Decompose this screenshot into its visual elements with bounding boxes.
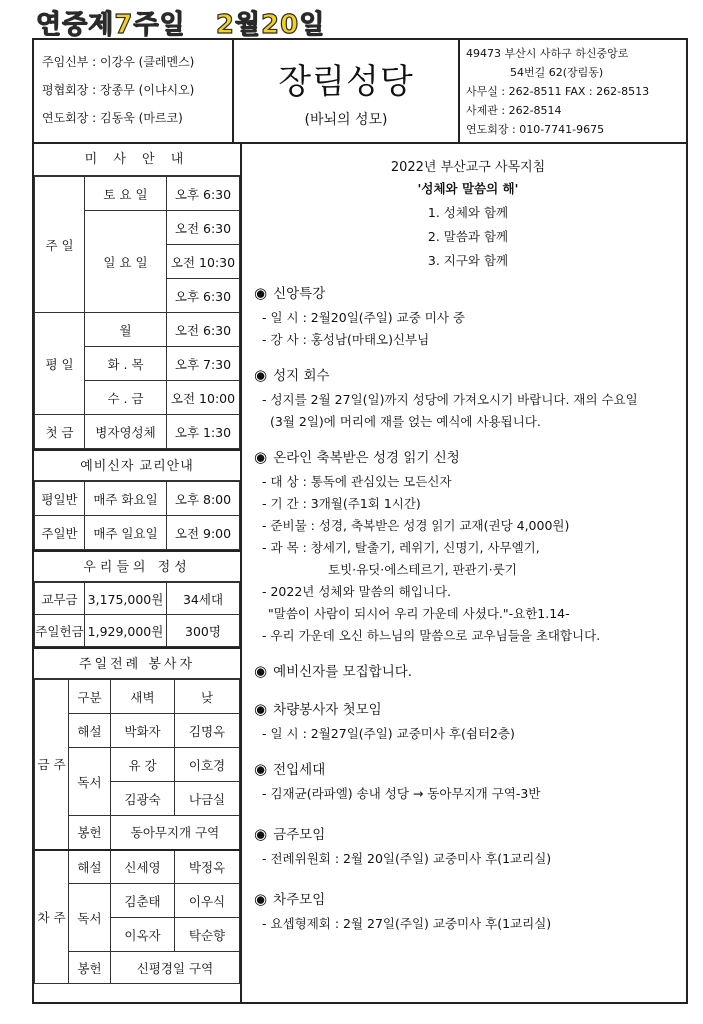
offering-table (34, 582, 240, 647)
pastoral-item: 3. 지구와 함께 (427, 253, 509, 268)
role-label: 독서 (69, 884, 111, 952)
notice-title-text: 신앙특강 (273, 286, 326, 302)
servers-head: 낮 (175, 680, 240, 714)
server-name: 이호경 (175, 748, 240, 782)
notice-title-text: 차주모임 (273, 892, 326, 908)
sunday-time: 오후 6:30 (167, 279, 240, 313)
bullet-icon: ◉ (254, 700, 268, 718)
weekday-time: 오전 10:00 (167, 381, 240, 415)
offertory-group: 신평경일 구역 (111, 952, 240, 984)
server-name: 박정옥 (175, 850, 240, 884)
role-label: 해설 (69, 714, 111, 748)
server-name: 박화자 (111, 714, 175, 748)
offering-title: 우리들의 정성 (34, 550, 240, 582)
server-name: 탁순향 (175, 918, 240, 952)
server-name: 유 강 (111, 748, 175, 782)
notice-line: - 우리 가운데 오신 하느님의 말씀으로 교우님들을 초대합니다. (262, 628, 601, 643)
role-label: 독서 (69, 748, 111, 816)
server-name: 이우식 (175, 884, 240, 918)
notice-title-text: 전입세대 (273, 762, 326, 778)
notice-line: - 기 간 : 3개월(주1회 1시간) (262, 496, 421, 511)
servers-head: 구분 (69, 680, 111, 714)
bullet-icon: ◉ (254, 890, 268, 908)
pastor: 주임신부 : 이강우 (클레멘스) (42, 55, 195, 69)
elders-president: 연도회장 : 김동욱 (마르코) (42, 111, 183, 125)
catechumen-title: 예비신자 교리안내 (34, 449, 240, 481)
staff-box (34, 40, 234, 142)
notice-title-text: 예비신자를 모집합니다. (273, 664, 413, 680)
notices-column (244, 144, 688, 935)
notice-title (254, 364, 682, 384)
contact-box (460, 40, 686, 142)
server-name: 김명옥 (175, 714, 240, 748)
saturday-label: 토 요 일 (85, 177, 167, 211)
bullet-icon: ◉ (254, 284, 268, 302)
saturday-time: 오후 6:30 (167, 177, 240, 211)
mass-table (34, 176, 240, 449)
offering-type: 주일헌금 (35, 615, 85, 647)
next-week-label: 차 주 (35, 850, 69, 984)
sunday-label: 주 일 (35, 177, 85, 313)
notice-line: - 강 사 : 홍성남(마태오)신부님 (262, 332, 430, 347)
weekday-day: 화 . 목 (85, 347, 167, 381)
pastoral-item: 2. 말씀과 함께 (427, 229, 509, 244)
weekday-day: 수 . 금 (85, 381, 167, 415)
patron-name: (바뇌의 성모) (304, 112, 388, 128)
notice-title-text: 성지 회수 (273, 368, 330, 384)
notice-line: 토빗·유딧·에스테르기, 판관기·룻기 (328, 562, 517, 577)
offering-count: 300명 (167, 615, 240, 647)
pastoral-title: 2022년 부산교구 사목지침 (390, 160, 546, 175)
sunday-time: 오전 10:30 (167, 245, 240, 279)
bulletin (32, 38, 688, 1004)
server-name: 신세영 (111, 850, 175, 884)
header (34, 40, 686, 144)
first-friday-label: 첫 금 (35, 415, 85, 449)
notice-line: - 일 시 : 2월27일(주일) 교중미사 후(쉼터2층) (262, 726, 515, 741)
class-day: 매주 화요일 (85, 482, 167, 516)
address-line-1: 49473 부산시 사하구 하신중앙로 (466, 47, 629, 60)
notice-line: - 요셉형제회 : 2월 27일(주일) 교중미사 후(1교리실) (262, 916, 552, 931)
address-line-2: 54번길 62(장림동) (510, 66, 604, 79)
rectory-phone: 사제관 : 262-8514 (466, 104, 562, 117)
notice-line: - 과 목 : 창세기, 탈출기, 레위기, 신명기, 사무엘기, (262, 540, 540, 555)
notice-line: - 2022년 성체와 말씀의 해입니다. (262, 584, 452, 599)
notice-title (254, 758, 682, 778)
notice-title (254, 823, 682, 843)
bullet-icon: ◉ (254, 448, 268, 466)
notice-title (254, 888, 682, 908)
notice-title (254, 698, 682, 718)
notice-title (254, 446, 682, 466)
notice-line: - 일 시 : 2월20일(주일) 교중 미사 중 (262, 310, 465, 325)
parish-box (234, 40, 460, 142)
offering-type: 교무금 (35, 583, 85, 615)
sunday-time: 오전 6:30 (167, 211, 240, 245)
bullet-icon: ◉ (254, 662, 268, 680)
notice-line: "말씀이 사람이 되시어 우리 가운데 사셨다."-요한1.14- (268, 606, 570, 621)
notice-line: - 대 상 : 통독에 관심있는 모든신자 (262, 474, 452, 489)
weekday-time: 오후 7:30 (167, 347, 240, 381)
notice-line: (3월 2일)에 머리에 재를 얹는 예식에 사용됩니다. (270, 414, 541, 429)
server-name: 나금실 (175, 782, 240, 816)
server-name: 김춘태 (111, 884, 175, 918)
notice-line: - 준비물 : 성경, 축복받은 성경 읽기 교재(권당 4,000원) (262, 518, 570, 533)
notice-line: - 전례위원회 : 2월 20일(주일) 교중미사 후(1교리실) (262, 851, 552, 866)
notice-title-text: 금주모임 (273, 827, 326, 843)
pastoral-item: 1. 성체와 함께 (427, 205, 509, 220)
offertory-group: 동아무지개 구역 (111, 816, 240, 850)
role-label: 봉헌 (69, 816, 111, 850)
bullet-icon: ◉ (254, 825, 268, 843)
servers-head: 새벽 (111, 680, 175, 714)
class-day: 매주 일요일 (85, 516, 167, 550)
office-phone: 사무실 : 262-8511 FAX : 262-8513 (466, 85, 650, 98)
weekday-label: 평 일 (35, 313, 85, 415)
pastoral-theme: '성체와 말씀의 해' (417, 181, 519, 196)
weekday-day: 월 (85, 313, 167, 347)
class-time: 오후 8:00 (167, 482, 240, 516)
role-label: 봉헌 (69, 952, 111, 984)
notice-title-text: 온라인 축복받은 성경 읽기 신청 (273, 450, 460, 466)
sunday-day-label: 일 요 일 (85, 211, 167, 313)
servers-table (34, 679, 240, 984)
elders-phone: 연도회장 : 010-7741-9675 (466, 123, 605, 136)
server-name: 이옥자 (111, 918, 175, 952)
catechumen-table (34, 481, 240, 550)
servers-title: 주일전례 봉사자 (34, 647, 240, 679)
notice-line: - 성지를 2월 27일(일)까지 성당에 가져오시기 바랍니다. 재의 수요일 (262, 392, 638, 407)
this-week-label: 금 주 (35, 680, 69, 850)
bullet-icon: ◉ (254, 760, 268, 778)
mass-title: 미 사 안 내 (34, 144, 240, 176)
sick-communion-time: 오후 1:30 (167, 415, 240, 449)
bullet-icon: ◉ (254, 366, 268, 384)
parish-name: 장림성당 (278, 62, 414, 102)
class-time: 오전 9:00 (167, 516, 240, 550)
notice-title-text: 차량봉사자 첫모임 (273, 702, 382, 718)
date-banner: 연중제7주일 2월20일 (36, 10, 326, 40)
sick-communion-label: 병자영성체 (85, 415, 167, 449)
notice-title (254, 282, 682, 302)
notice-line: - 김재균(라파엘) 송내 성당 → 동아무지개 구역-3반 (262, 786, 541, 801)
offering-count: 34세대 (167, 583, 240, 615)
class-name: 평일반 (35, 482, 85, 516)
role-label: 해설 (69, 850, 111, 884)
weekday-time: 오전 6:30 (167, 313, 240, 347)
left-column (34, 144, 242, 1004)
class-name: 주일반 (35, 516, 85, 550)
offering-amount: 3,175,000원 (85, 583, 167, 615)
offering-amount: 1,929,000원 (85, 615, 167, 647)
notice-title (254, 660, 682, 680)
server-name: 김광숙 (111, 782, 175, 816)
council-president: 평협회장 : 장종무 (이냐시오) (42, 83, 195, 97)
